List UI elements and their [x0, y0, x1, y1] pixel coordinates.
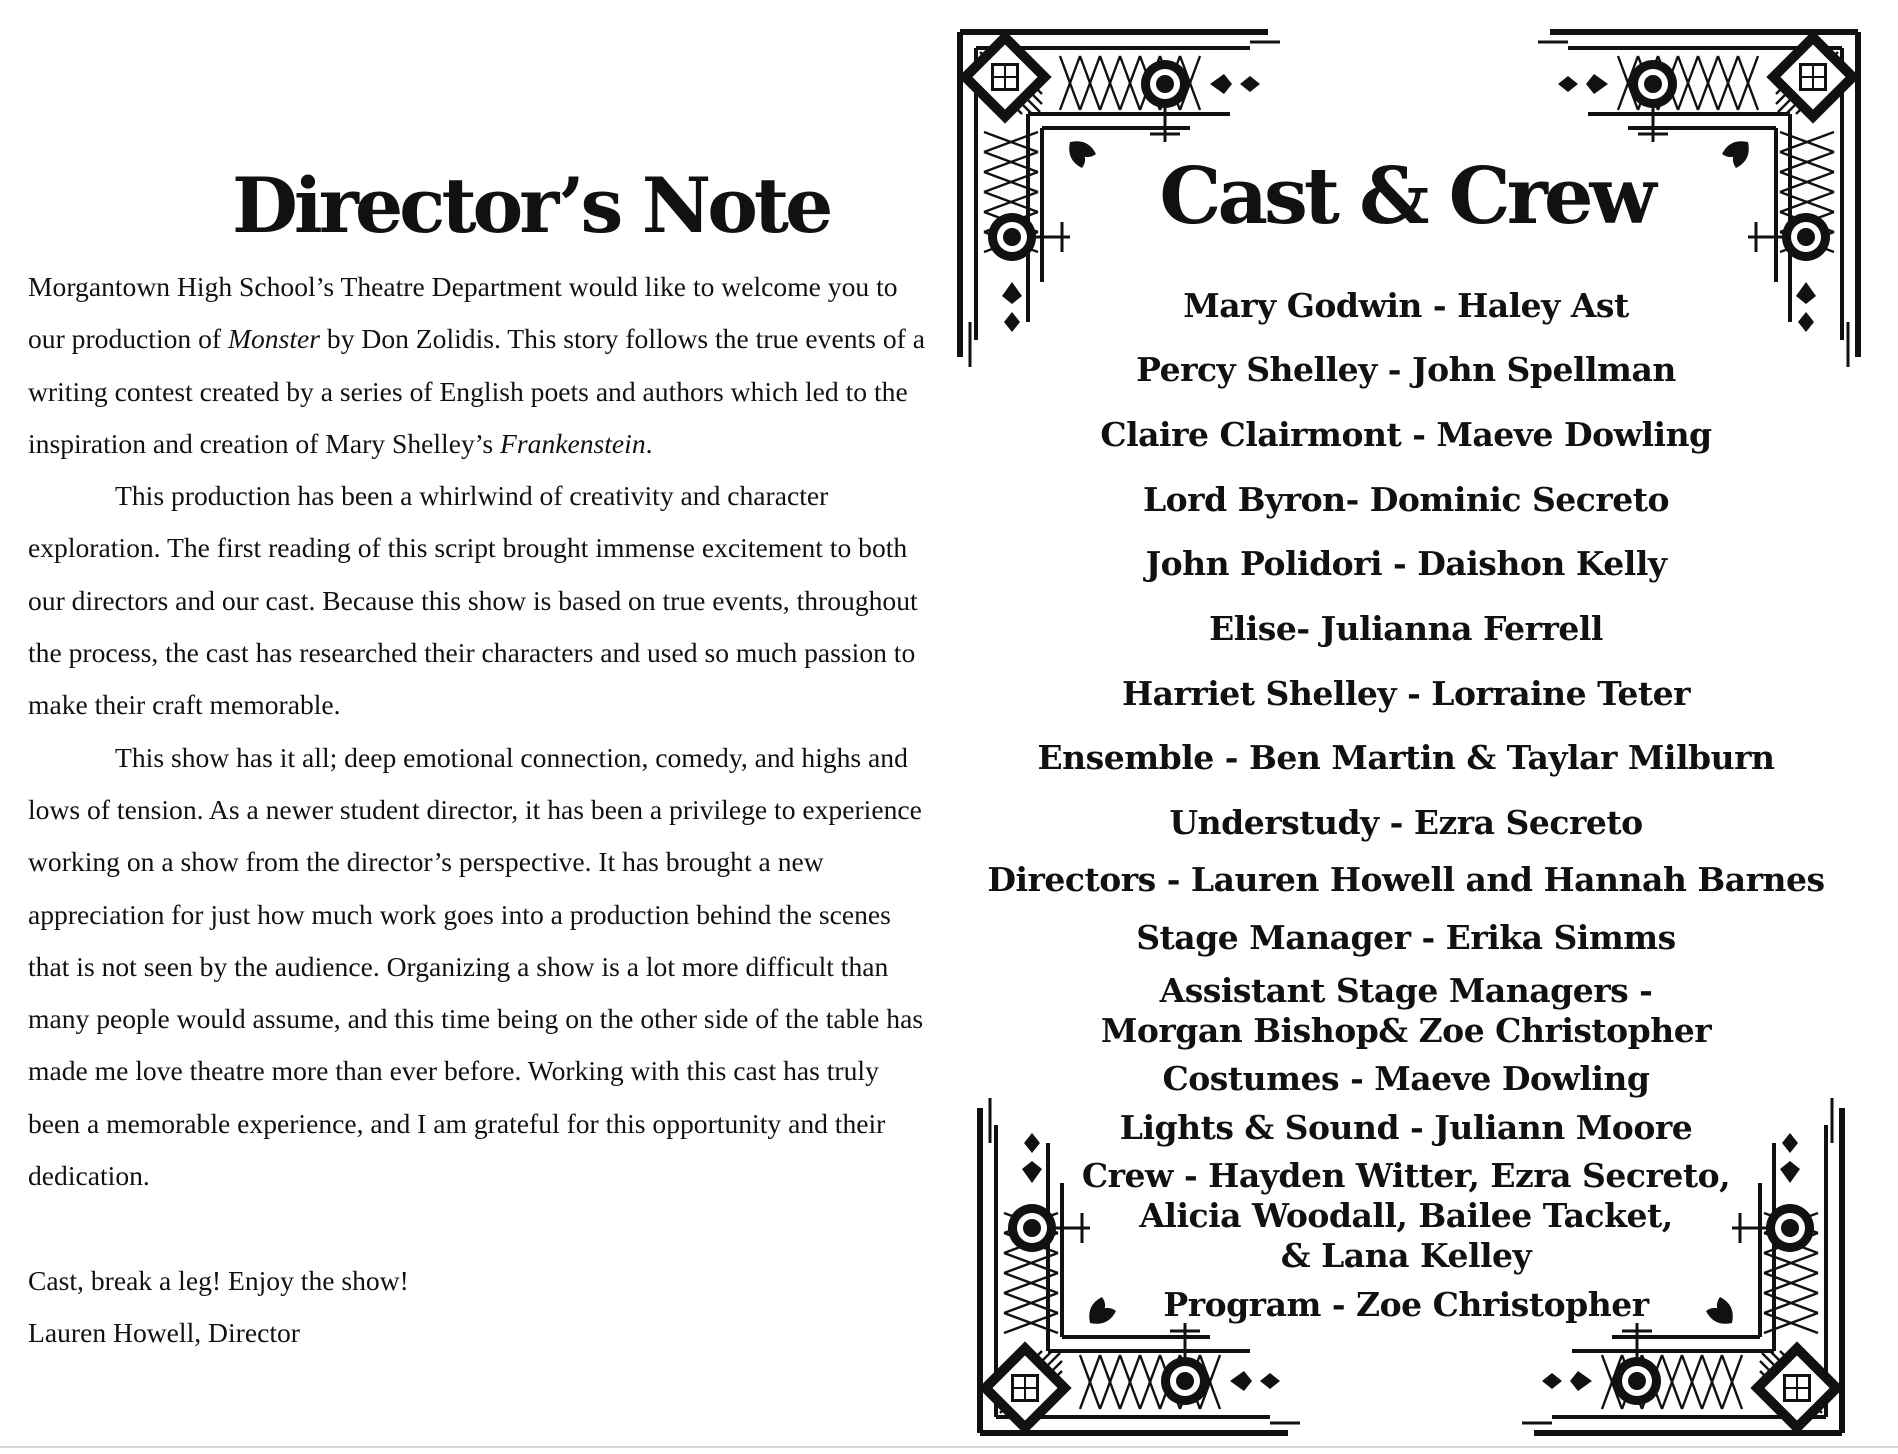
credit-line: Assistant Stage Managers -: [1159, 971, 1653, 1010]
note-paragraph-intro: [28, 261, 928, 470]
directors-note-panel: [28, 0, 928, 1454]
cast-crew-panel: [950, 0, 1898, 1454]
note-book-title: Frankenstein: [500, 427, 646, 459]
note-closing: Cast, break a leg! Enjoy the show!: [28, 1264, 409, 1296]
credit-line: Directors - Lauren Howell and Hannah Barnes: [987, 860, 1825, 899]
directors-note-title: Director’s Note: [232, 161, 830, 250]
credit-line: Mary Godwin - Haley Ast: [1183, 286, 1629, 325]
page-bottom-edge: [0, 1446, 1898, 1448]
credit-line: Harriet Shelley - Lorraine Teter: [1121, 674, 1691, 713]
credit-line: Lights & Sound - Juliann Moore: [1119, 1108, 1693, 1147]
note-signature: Lauren Howell, Director: [28, 1316, 300, 1348]
credit-line: & Lana Kelley: [1280, 1236, 1532, 1275]
credit-line: Morgan Bishop& Zoe Christopher: [1100, 1011, 1712, 1050]
credit-line: Costumes - Maeve Dowling: [1162, 1059, 1650, 1098]
note-paragraph-experience: This show has it all; deep emotional connection, comedy, and highs and lows of tension. As a newer student director, it has been a privilege to experience working on a show from the director’s perspective. It has brought a new appreciation for just how much work goes into a production behind the scenes that is not seen by the audience. Organizing a show is a lot more difficult than many people would assume, and this time being on the other side of the table has made me love theatre more than ever before. Working with this cast has truly been a memorable experience, and I am grateful for this opportunity and their dedication.: [28, 741, 924, 1192]
credit-line: Stage Manager - Erika Simms: [1136, 918, 1676, 957]
note-intro-text-continued: by Don Zolidis. This story follows the true events of a writing contest created by a series of English poets and authors which led to the inspiration and creation of Mary Shelley’s: [28, 323, 925, 459]
credit-line: Elise- Julianna Ferrell: [1209, 609, 1603, 648]
directors-note-body: [28, 261, 928, 1359]
credit-line: Understudy - Ezra Secreto: [1169, 803, 1643, 842]
note-intro-period: .: [645, 427, 653, 459]
credit-line: Claire Clairmont - Maeve Dowling: [1100, 415, 1712, 454]
note-intro-text: Morgantown High School’s Theatre Department would like to welcome you to our production of: [28, 271, 898, 355]
note-play-title: Monster: [228, 323, 320, 355]
cast-crew-title: Cast & Crew: [1159, 151, 1653, 242]
note-paragraph-process: This production has been a whirlwind of creativity and character exploration. The first reading of this script brought immense excitement to both our directors and our cast. Because this show is based on true events, throughout the process, the cast has researched their characters and used so much passion to make their craft memorable.: [28, 480, 918, 721]
credit-line: Ensemble - Ben Martin & Taylar Milburn: [1037, 738, 1775, 777]
credit-line: Program - Zoe Christopher: [1163, 1285, 1649, 1324]
credit-line: Percy Shelley - John Spellman: [1136, 350, 1676, 389]
note-spacer: [28, 1202, 928, 1254]
credit-line: Lord Byron- Dominic Secreto: [1142, 480, 1670, 519]
credit-line: Crew - Hayden Witter, Ezra Secreto,: [1081, 1156, 1731, 1195]
credit-line: Alicia Woodall, Bailee Tacket,: [1139, 1196, 1673, 1235]
credit-line: John Polidori - Daishon Kelly: [1145, 544, 1667, 583]
